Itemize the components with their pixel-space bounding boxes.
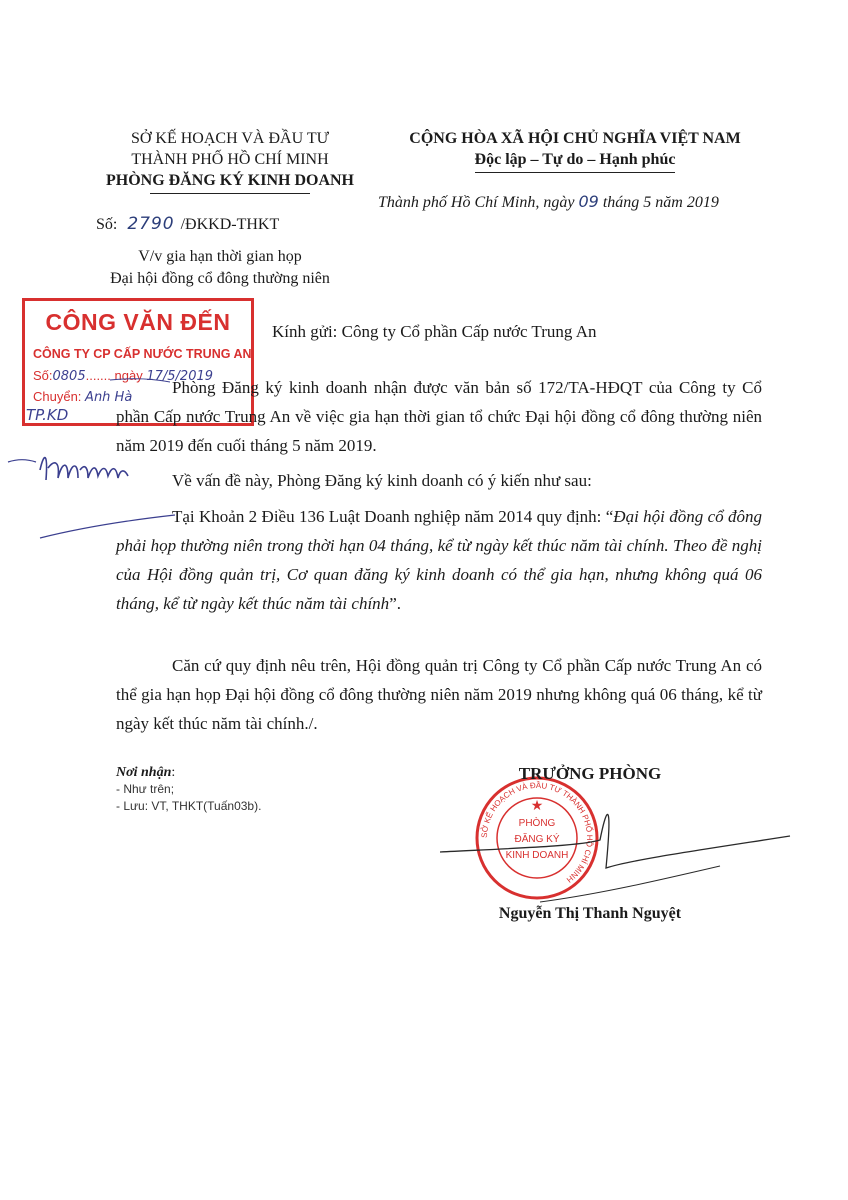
paragraph-1-text: Phòng Đăng ký kinh doanh nhận được văn bản số 172/TA-HĐQT của Công ty Cổ phần Cấp nước Trung An về việc gia hạn thời gian tổ chức Đại hội đồng cổ đông thường niên năm 2019 đến cuối tháng 5 năm 2019.: [116, 378, 762, 455]
margin-note: TP.KD: [26, 406, 69, 424]
recipient-line: Kính gửi: Công ty Cổ phần Cấp nước Trung An: [272, 322, 597, 341]
seal-ring-text: SỞ KẾ HOẠCH VÀ ĐẦU TƯ THÀNH PHỐ HỒ CHÍ MINH: [479, 780, 595, 885]
date-prefix: Thành phố Hồ Chí Minh, ngày: [378, 194, 579, 211]
handwritten-signature: [440, 814, 790, 868]
stamp-ngay-value: 17/5/2019: [146, 369, 214, 384]
seal-line1: PHÒNG: [518, 818, 556, 829]
seal-line3: KINH DOANH: [505, 850, 569, 861]
official-seal: [477, 778, 597, 898]
margin-dash: [8, 460, 36, 462]
signer-title: TRƯỞNG PHÒNG: [518, 764, 662, 783]
date-suffix: tháng 5 năm 2019: [598, 194, 719, 211]
recipient-item: - Lưu: VT, THKT(Tuấn03b).: [116, 799, 262, 813]
paragraph-2: Về vấn đề này, Phòng Đăng ký kinh doanh có ý kiến như sau:: [172, 471, 592, 490]
recipients-colon: :: [171, 765, 176, 780]
national-motto: Độc lập – Tự do – Hạnh phúc: [474, 151, 676, 168]
recipient-item: - Như trên;: [116, 782, 175, 796]
subject-line1: V/v gia hạn thời gian họp: [138, 248, 302, 265]
national-title: CỘNG HÒA XÃ HỘI CHỦ NGHĨA VIỆT NAM: [409, 130, 741, 147]
stamp-chuyen-value: Anh Hà: [85, 390, 133, 405]
paragraph-3-tail: ”.: [389, 594, 401, 613]
paragraph-3-quote: Đại hội đồng cổ đông phải họp thường niên trong thời hạn 04 tháng, kể từ ngày kết thúc năm tài chính. Theo đề nghị của Hội đồng quản trị, Cơ quan đăng ký kinh doanh có thể gia hạn, nhưng không quá 06 tháng, kể từ ngày kết thúc năm tài chính: [116, 507, 762, 613]
issuer-line2: THÀNH PHỐ HỒ CHÍ MINH: [131, 151, 329, 168]
paragraph-3-lead: Tại Khoản 2 Điều 136 Luật Doanh nghiệp năm 2014 quy định: “: [172, 507, 614, 526]
doc-number-suffix: /ĐKKD-THKT: [180, 216, 280, 233]
svg-text:★: ★: [530, 797, 544, 813]
paragraph-3: [116, 502, 762, 618]
recipients-block: [116, 765, 261, 815]
recipients-label: Nơi nhận: [116, 765, 172, 780]
signer-name: Nguyễn Thị Thanh Nguyệt: [498, 905, 682, 922]
signature-tail: [540, 866, 720, 902]
stamp-so-label: Số:: [33, 368, 53, 383]
doc-number-handwritten: 2790: [127, 214, 175, 234]
issuer-line3: PHÒNG ĐĂNG KÝ KINH DOANH: [106, 172, 354, 189]
date-day-handwritten: 09: [578, 192, 599, 211]
stamp-number-row: Số:0805....... ngày 17/5/2019: [33, 368, 214, 384]
paragraph-1: [116, 373, 762, 460]
stamp-company: CÔNG TY CP CẤP NƯỚC TRUNG AN: [33, 347, 252, 361]
issuer-line1: SỞ KẾ HOẠCH VÀ ĐẦU TƯ: [130, 130, 330, 147]
stamp-chuyen-label: Chuyển:: [33, 389, 82, 404]
initial-signature-scribble: [40, 458, 128, 480]
subject-line2: Đại hội đồng cổ đông thường niên: [110, 270, 330, 287]
paragraph-4: Căn cứ quy định nêu trên, Hội đồng quản trị Công ty Cổ phần Cấp nước Trung An có thể gia hạn họp Đại hội đồng cổ đông thường niên năm 2019 nhưng không quá 06 tháng, kể từ ngày kết thúc năm tài chính./.: [116, 656, 762, 733]
seal-line2: ĐĂNG KÝ: [514, 834, 560, 845]
stamp-ngay-label: ngày: [114, 368, 143, 383]
stamp-so-value: 0805: [52, 369, 86, 384]
stamp-title: CÔNG VĂN ĐẾN: [45, 309, 231, 335]
doc-number-prefix: Số:: [96, 216, 118, 233]
